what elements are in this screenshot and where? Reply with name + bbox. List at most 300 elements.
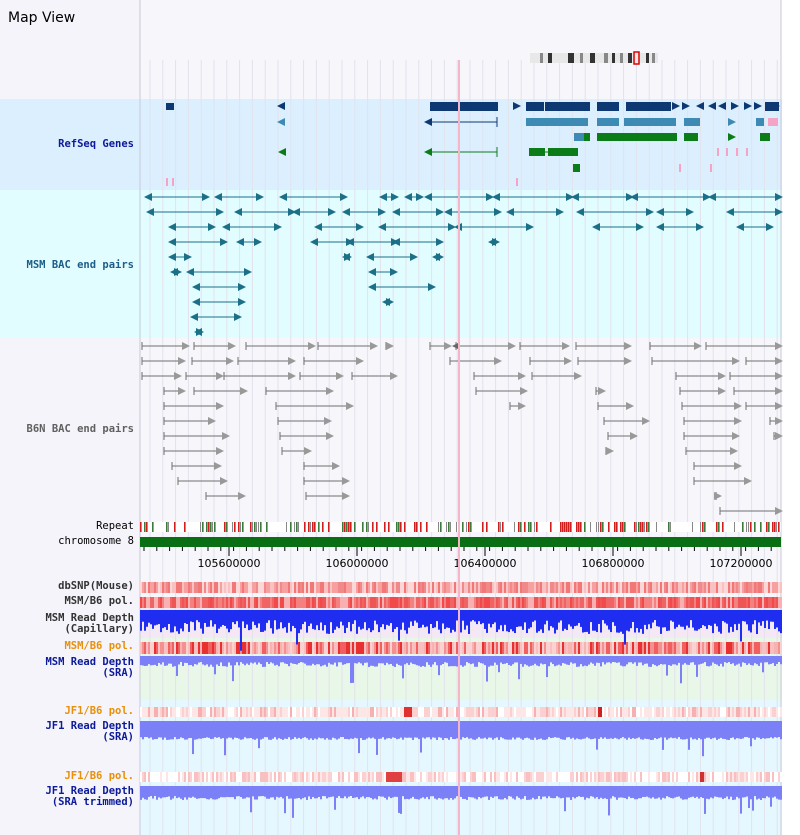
jf1-pol-heat-cell	[678, 707, 680, 717]
repeat-label: Repeat	[96, 520, 134, 532]
jf1-depth-bar	[606, 721, 608, 739]
jf1-depth-trim-bar	[528, 786, 530, 800]
jf1-pol-heat-cell	[428, 707, 430, 717]
msm-b6-pol-heat-cell	[398, 597, 400, 608]
dbsnp-heat-cell	[716, 582, 718, 593]
msm-depth-sra-bar	[206, 656, 208, 664]
jf1-depth-trim-bar	[344, 786, 346, 796]
msm-depth-sra-bar	[604, 656, 606, 664]
dbsnp-heat-cell	[734, 582, 736, 593]
msm-depth-sra-bar	[158, 656, 160, 663]
jf1-depth-bar	[602, 721, 604, 739]
repeat-element	[640, 522, 642, 532]
msm-depth-capillary-bar	[284, 610, 286, 627]
msm-b6-pol-heat-cell	[478, 597, 480, 608]
msm-depth-sra-bar	[338, 656, 340, 662]
jf1-pol-heat-cell	[670, 707, 672, 717]
msm-b6-pol-heat-cell	[702, 597, 704, 608]
msm-b6-pol-sra-heat-cell	[724, 642, 726, 654]
msm-depth-sra-bar	[244, 656, 246, 665]
dbsnp-heat-cell	[148, 582, 150, 593]
dbsnp-heat-cell	[474, 582, 476, 593]
jf1-depth-bar	[446, 721, 448, 738]
msm-b6-pol-sra-heat-cell	[454, 642, 456, 654]
jf1-depth-trim-bar	[200, 786, 202, 798]
msm-b6-pol-sra-heat-cell	[382, 642, 384, 654]
msm-depth-sra-bar	[242, 656, 244, 664]
jf1-pol-heat-cell	[460, 707, 462, 717]
jf1-pol-heat-cell	[652, 707, 654, 717]
msm-b6-pol-sra-heat-cell	[448, 642, 450, 654]
msm-b6-pol-sra-heat-cell	[614, 642, 616, 654]
jf1-pol-heat-cell	[558, 707, 560, 717]
msm-b6-pol-heat-cell	[254, 597, 256, 608]
msm-depth-sra-bar	[594, 656, 596, 666]
jf1-pol-heat-cell	[364, 707, 366, 717]
jf1-depth-bar	[188, 721, 190, 738]
msm-b6-pol-sra-heat-cell	[502, 642, 504, 654]
jf1-depth-bar	[680, 721, 682, 739]
msm-depth-sra-bar	[166, 656, 168, 665]
msm-b6-pol-heat-cell	[518, 597, 520, 608]
jf1-depth-bar	[572, 721, 574, 738]
jf1-pol-trim-heat-cell	[594, 772, 596, 782]
jf1-depth-bar	[718, 721, 720, 739]
msm-depth-capillary-bar	[580, 610, 582, 627]
repeat-element	[200, 522, 201, 532]
msm-depth-capillary-bar	[154, 610, 156, 625]
msm-b6-pol-heat-cell	[612, 597, 614, 608]
msm-depth-capillary-bar	[512, 610, 514, 631]
ideogram-band	[590, 53, 595, 63]
jf1-depth-trim-bar	[186, 786, 188, 800]
repeat-element	[146, 522, 148, 532]
dbsnp-heat-cell	[722, 582, 724, 593]
msm-b6-pol-sra-heat-cell	[704, 642, 706, 654]
jf1-depth-bar	[732, 721, 734, 737]
jf1-pol-heat-cell	[706, 707, 708, 717]
jf1-depth-bar	[296, 721, 298, 739]
msm-b6-pol-sra-heat-cell	[434, 642, 436, 654]
jf1-read-depth-label: JF1 Read Depth (SRA)	[45, 720, 134, 743]
msm-depth-sra-bar	[702, 656, 704, 663]
msm-depth-capillary-bar	[422, 610, 424, 625]
jf1-depth-trim-bar	[242, 786, 244, 799]
jf1-pol-heat-cell	[682, 707, 684, 717]
msm-b6-pol-heat-cell	[606, 597, 608, 608]
jf1-depth-bar	[408, 721, 410, 738]
jf1-pol-trim-heat-cell	[254, 772, 256, 782]
jf1-pol-trim-heat-cell	[176, 772, 178, 782]
jf1-depth-bar	[506, 721, 508, 740]
jf1-pol-heat-cell	[236, 707, 238, 717]
repeat-element	[468, 522, 470, 532]
msm-b6-pol-sra-heat-cell	[436, 642, 438, 654]
dbsnp-heat-cell	[370, 582, 372, 593]
msm-depth-sra-bar	[386, 656, 388, 663]
msm-b6-pol-sra-heat-cell	[300, 642, 302, 654]
msm-b6-pol-heat-cell	[462, 597, 464, 608]
msm-depth-sra-bar	[686, 656, 688, 665]
jf1-depth-trim-bar	[778, 786, 780, 800]
jf1-depth-trim-bar	[446, 786, 448, 798]
jf1-pol-trim-heat-cell	[280, 772, 282, 782]
msm-b6-pol-heat-cell	[300, 597, 302, 608]
jf1-pol-trim-heat-cell	[654, 772, 656, 782]
msm-depth-capillary-bar	[246, 610, 248, 625]
msm-depth-capillary-bar	[436, 610, 438, 621]
jf1-pol-trim-heat-cell	[154, 772, 156, 782]
msm-depth-capillary-bar	[538, 610, 540, 631]
jf1-pol-trim-heat-cell	[352, 772, 354, 782]
jf1-pol-heat-cell	[550, 707, 552, 717]
jf1-pol-heat-cell	[546, 707, 548, 717]
repeat-element	[348, 522, 350, 532]
msm-b6-pol-heat-cell	[316, 597, 318, 608]
msm-depth-capillary-bar	[368, 610, 370, 628]
dbsnp-heat-cell	[618, 582, 620, 593]
repeat-element	[636, 522, 637, 532]
jf1-pol-trim-heat-cell	[264, 772, 266, 782]
jf1-depth-trim-bar	[718, 786, 720, 797]
msm-b6-pol-sra-heat-cell	[282, 642, 284, 654]
dbsnp-heat-cell	[214, 582, 216, 593]
repeat-element	[778, 522, 780, 532]
ideogram-band	[646, 53, 649, 63]
jf1-pol-heat-cell	[694, 707, 696, 717]
jf1-pol-trim-heat-cell	[212, 772, 214, 782]
jf1-depth-trim-bar	[272, 786, 274, 797]
msm-depth-capillary-bar	[484, 610, 486, 629]
repeat-element	[404, 522, 406, 532]
jf1-pol-heat-cell	[350, 707, 352, 717]
jf1-pol-trim-heat-cell	[310, 772, 312, 782]
dbsnp-heat-cell	[462, 582, 464, 593]
jf1-pol-heat-cell	[660, 707, 662, 717]
msm-b6-pol-sra-heat-cell	[384, 642, 386, 654]
msm-b6-pol-heat-cell	[504, 597, 506, 608]
dbsnp-heat-cell	[736, 582, 738, 593]
jf1-depth-bar	[436, 721, 438, 740]
msm-depth-capillary-bar	[184, 610, 186, 623]
msm-depth-sra-bar	[148, 656, 150, 664]
msm-b6-pol-sra-heat-cell	[464, 642, 466, 654]
jf1-pol-trim-heat-cell	[680, 772, 682, 782]
jf1-depth-bar	[538, 721, 540, 739]
jf1-depth-bar	[470, 721, 472, 738]
dbsnp-heat-cell	[522, 582, 524, 593]
jf1-pol-trim-heat-cell	[360, 772, 362, 782]
msm-depth-capillary-bar	[478, 610, 480, 621]
msm-b6-pol-heat-cell	[564, 597, 566, 608]
dbsnp-heat-cell	[466, 582, 468, 593]
jf1-pol-trim-heat-cell	[144, 772, 146, 782]
ideogram-band	[612, 53, 615, 63]
jf1-pol-heat-cell	[494, 707, 496, 717]
jf1-depth-trim-bar	[456, 786, 458, 796]
dbsnp-heat-cell	[400, 582, 402, 593]
msm-depth-capillary-bar	[274, 610, 276, 620]
msm-b6-pol-sra-heat-cell	[388, 642, 390, 654]
msm-b6-pol-heat-cell	[306, 597, 308, 608]
msm-b6-pol-heat-cell	[512, 597, 514, 608]
jf1-depth-bar	[622, 721, 624, 737]
jf1-depth-trim-bar	[392, 786, 394, 797]
jf1-depth-bar	[780, 721, 782, 739]
dbsnp-heat-cell	[508, 582, 510, 593]
refseq-gene-block	[768, 118, 778, 126]
dbsnp-heat-cell	[176, 582, 178, 593]
msm-b6-pol-sra-heat-cell	[726, 642, 728, 654]
jf1-b6-pol-trimmed-label: JF1/B6 pol.	[64, 770, 134, 782]
msm-depth-capillary-bar	[518, 610, 520, 626]
jf1-depth-trim-bar	[354, 786, 356, 798]
jf1-depth-bar	[282, 721, 284, 740]
msm-b6-pol-sra-heat-cell	[634, 642, 636, 654]
msm-depth-capillary-bar	[672, 610, 674, 622]
jf1-pol-heat-cell	[290, 707, 292, 717]
jf1-pol-heat-cell	[210, 707, 212, 717]
repeat-element	[310, 522, 311, 532]
jf1-depth-trim-bar	[204, 786, 206, 798]
msm-depth-capillary-bar	[660, 610, 662, 634]
msm-b6-pol-heat-cell	[168, 597, 170, 608]
refseq-gene-block	[526, 118, 588, 126]
jf1-pol-heat-cell	[718, 707, 720, 717]
msm-b6-pol-sra-heat-cell	[758, 642, 760, 654]
repeat-element	[670, 522, 671, 532]
repeat-element	[470, 522, 472, 532]
jf1-pol-trim-heat-cell	[412, 772, 414, 782]
msm-depth-sra-bar	[542, 656, 544, 664]
dbsnp-heat-cell	[376, 582, 378, 593]
msm-depth-capillary-bar	[262, 610, 264, 632]
msm-b6-pol-sra-heat-cell	[762, 642, 764, 654]
jf1-depth-trim-bar	[448, 786, 450, 800]
jf1-pol-heat-cell	[268, 707, 270, 717]
msm-depth-capillary-bar	[334, 610, 336, 630]
jf1-pol-trim-heat-cell	[206, 772, 208, 782]
msm-b6-pol-sra-heat-cell	[324, 642, 326, 654]
jf1-pol-heat-cell	[590, 707, 592, 717]
msm-b6-pol-sra-heat-cell	[344, 642, 346, 654]
jf1-depth-trim-bar	[226, 786, 228, 797]
msm-depth-sra-bar	[428, 656, 430, 665]
jf1-depth-trim-bar	[390, 786, 392, 798]
jf1-depth-bar	[366, 721, 368, 739]
jf1-depth-trim-bar	[464, 786, 466, 799]
jf1-depth-trim-bar	[780, 786, 782, 800]
jf1-depth-trim-bar	[368, 786, 370, 797]
jf1-pol-heat-cell	[564, 707, 566, 717]
msm-b6-pol-sra-heat-cell	[256, 642, 258, 654]
msm-b6-pol-heat-cell	[754, 597, 756, 608]
msm-b6-pol-sra-heat-cell	[270, 642, 272, 654]
msm-b6-pol-sra-heat-cell	[778, 642, 780, 654]
msm-depth-sra-bar	[548, 656, 550, 666]
msm-depth-capillary-bar	[494, 610, 496, 622]
jf1-depth-trim-bar	[476, 786, 478, 799]
jf1-pol-heat-cell	[172, 707, 174, 717]
msm-b6-pol-heat-cell	[454, 597, 456, 608]
dbsnp-heat-cell	[310, 582, 312, 593]
msm-b6-pol-heat-cell	[652, 597, 654, 608]
msm-b6-pol-heat-cell	[546, 597, 548, 608]
dbsnp-heat-cell	[578, 582, 580, 593]
jf1-pol-trim-heat-cell	[540, 772, 542, 782]
jf1-pol-heat-cell	[342, 707, 344, 717]
jf1-pol-heat-cell	[182, 707, 184, 717]
msm-depth-sra-bar	[296, 656, 298, 664]
msm-b6-pol-sra-heat-cell	[302, 642, 304, 654]
jf1-depth-trim-bar	[688, 786, 690, 798]
msm-b6-pol-heat-cell	[164, 597, 166, 608]
msm-depth-sra-bar	[698, 656, 700, 665]
msm-b6-pol-heat-cell	[616, 597, 618, 608]
msm-depth-sra-bar	[230, 656, 232, 665]
msm-b6-pol-sra-heat-cell	[676, 642, 678, 654]
jf1-depth-bar	[386, 721, 388, 738]
msm-b6-pol-heat-cell	[522, 597, 524, 608]
dbsnp-heat-cell	[626, 582, 628, 593]
jf1-pol-trim-heat-cell	[442, 772, 444, 782]
repeat-element	[376, 522, 378, 532]
jf1-pol-heat-cell	[376, 707, 378, 717]
refseq-gene-pink	[679, 164, 681, 172]
jf1-depth-trim-bar	[416, 786, 418, 799]
jf1-depth-bar	[300, 721, 302, 739]
dbsnp-heat-cell	[544, 582, 546, 593]
msm-depth-capillary-bar	[240, 610, 242, 651]
jf1-depth-bar	[422, 721, 424, 738]
jf1-depth-bar	[440, 721, 442, 738]
dbsnp-heat-cell	[296, 582, 298, 593]
repeat-element	[286, 522, 287, 532]
msm-b6-pol-sra-heat-cell	[720, 642, 722, 654]
msm-depth-sra-bar	[346, 656, 348, 663]
jf1-depth-bar	[224, 721, 226, 755]
jf1-depth-bar	[756, 721, 758, 737]
jf1-pol-trim-heat-cell	[618, 772, 620, 782]
jf1-depth-bar	[578, 721, 580, 739]
dbsnp-heat-cell	[570, 582, 572, 593]
msm-b6-pol-sra-heat-cell	[656, 642, 658, 654]
jf1-depth-trim-bar	[366, 786, 368, 797]
msm-b6-pol-heat-cell	[248, 597, 250, 608]
jf1-pol-trim-heat-cell	[426, 772, 428, 782]
jf1-depth-bar	[740, 721, 742, 739]
jf1-pol-trim-heat-cell	[758, 772, 760, 782]
dbsnp-heat-cell	[354, 582, 356, 593]
jf1-depth-trim-bar	[632, 786, 634, 798]
msm-depth-capillary-bar	[292, 610, 294, 626]
msm-b6-pol-sra-heat-cell	[262, 642, 264, 654]
msm-depth-sra-bar	[160, 656, 162, 664]
msm-depth-sra-bar	[376, 656, 378, 666]
jf1-pol-trim-heat-cell	[302, 772, 304, 782]
jf1-depth-trim-bar	[596, 786, 598, 797]
jf1-depth-bar	[396, 721, 398, 739]
dbsnp-heat-cell	[764, 582, 766, 593]
dbsnp-heat-cell	[268, 582, 270, 593]
jf1-pol-trim-heat-cell	[688, 772, 690, 782]
msm-depth-capillary-bar	[718, 610, 720, 632]
jf1-depth-trim-bar	[280, 786, 282, 797]
jf1-depth-bar	[564, 721, 566, 740]
jf1-depth-trim-bar	[706, 786, 708, 799]
jf1-depth-trim-bar	[568, 786, 570, 797]
dbsnp-heat-cell	[690, 582, 692, 593]
msm-depth-capillary-bar	[698, 610, 700, 629]
msm-depth-capillary-bar	[624, 610, 626, 645]
msm-depth-capillary-bar	[490, 610, 492, 627]
repeat-element	[362, 522, 364, 532]
msm-b6-pol-heat-cell	[550, 597, 552, 608]
msm-b6-pol-heat-cell	[290, 597, 292, 608]
repeat-track-bg	[140, 522, 781, 532]
repeat-element	[746, 522, 747, 532]
jf1-pol-trim-heat-cell	[514, 772, 516, 782]
msm-depth-capillary-bar	[644, 610, 646, 625]
jf1-depth-trim-bar	[736, 786, 738, 797]
msm-b6-pol-heat-cell	[626, 597, 628, 608]
jf1-depth-bar	[252, 721, 254, 739]
msm-depth-sra-bar	[410, 656, 412, 663]
repeat-element	[570, 522, 572, 532]
jf1-pol-heat-cell	[162, 707, 164, 717]
jf1-pol-trim-heat-cell	[772, 772, 774, 782]
dbsnp-heat-cell	[432, 582, 434, 593]
msm-depth-capillary-bar	[428, 610, 430, 634]
jf1-pol-heat-cell	[298, 707, 300, 717]
jf1-pol-trim-heat-cell	[434, 772, 436, 782]
dbsnp-heat-cell	[608, 582, 610, 593]
msm-depth-sra-bar	[606, 656, 608, 663]
jf1-depth-bar	[482, 721, 484, 739]
msm-b6-pol-heat-cell	[192, 597, 194, 608]
msm-b6-pol-heat-cell	[578, 597, 580, 608]
jf1-depth-bar	[544, 721, 546, 740]
jf1-depth-bar	[706, 721, 708, 738]
dbsnp-heat-cell	[484, 582, 486, 593]
msm-depth-sra-bar	[142, 656, 144, 666]
msm-b6-pol-heat-cell	[322, 597, 324, 608]
msm-depth-capillary-bar	[544, 610, 546, 624]
jf1-depth-trim-bar	[252, 786, 254, 796]
jf1-depth-trim-bar	[538, 786, 540, 796]
msm-depth-capillary-bar	[604, 610, 606, 624]
msm-b6-pol-heat-cell	[476, 597, 478, 608]
jf1-depth-trim-bar	[756, 786, 758, 800]
jf1-pol-heat-cell	[152, 707, 154, 717]
msm-b6-pol-sra-heat-cell	[632, 642, 634, 654]
dbsnp-heat-cell	[500, 582, 502, 593]
msm-b6-pol-heat-cell	[764, 597, 766, 608]
dbsnp-heat-cell	[744, 582, 746, 593]
jf1-pol-trim-heat-cell	[716, 772, 718, 782]
jf1-pol-trim-heat-cell	[668, 772, 670, 782]
jf1-depth-trim-bar	[338, 786, 340, 796]
msm-depth-sra-bar	[640, 656, 642, 662]
msm-b6-pol-heat-cell	[174, 597, 176, 608]
jf1-depth-trim-bar	[762, 786, 764, 798]
msm-b6-pol-sra-heat-cell	[168, 642, 170, 654]
jf1-pol-heat-cell	[356, 707, 358, 717]
msm-b6-pol-sra-heat-cell	[564, 642, 566, 654]
msm-depth-capillary-bar	[234, 610, 236, 624]
msm-b6-pol-heat-cell	[324, 597, 326, 608]
msm-depth-capillary-bar	[548, 610, 550, 630]
